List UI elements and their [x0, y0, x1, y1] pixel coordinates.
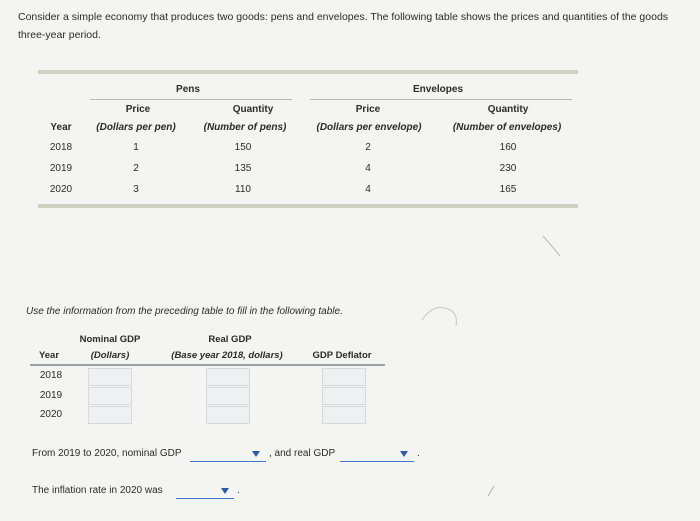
- group-envelopes-line: [310, 99, 572, 100]
- cell-pen-price: 1: [133, 142, 139, 153]
- table-bottom-rule: [38, 204, 578, 208]
- intro-text: [18, 8, 700, 44]
- intro-line-1: Consider a simple economy that produces two goods: pens and envelopes. The following table shows the prices and quantities of the goods: [18, 11, 669, 23]
- chevron-down-icon[interactable]: [221, 488, 229, 494]
- pencil-mark: [486, 484, 496, 498]
- instructions-text: Use the information from the preceding table to fill in the following table.: [26, 306, 343, 317]
- group-pens-line: [90, 99, 292, 100]
- pencil-mark: [540, 232, 564, 260]
- cell-year: 2018: [49, 142, 73, 153]
- cell-pen-price: 2: [133, 163, 139, 174]
- header-pen-price: Price: [125, 104, 151, 115]
- question-2-suffix: .: [237, 485, 240, 496]
- cell-envelope-quantity: 165: [499, 184, 517, 195]
- gdp-deflator-2020-input[interactable]: [322, 406, 366, 424]
- question-1-middle: , and real GDP: [269, 448, 336, 459]
- header-gdp-deflator: GDP Deflator: [312, 350, 372, 361]
- header-year: Year: [38, 350, 60, 361]
- gdp-deflator-2019-input[interactable]: [322, 387, 366, 405]
- cell-envelope-price: 2: [365, 142, 371, 153]
- pencil-mark: [420, 300, 460, 330]
- cell-year: 2018: [39, 370, 63, 381]
- header-real-gdp: Real GDP: [208, 334, 252, 345]
- nominal-gdp-2018-input[interactable]: [88, 368, 132, 386]
- header-nominal-gdp: Nominal GDP: [79, 334, 141, 345]
- real-gdp-2018-input[interactable]: [206, 368, 250, 386]
- cell-envelope-price: 4: [365, 184, 371, 195]
- cell-envelope-quantity: 230: [499, 163, 517, 174]
- header-pen-quantity-unit: (Number of pens): [203, 122, 287, 133]
- cell-envelope-price: 4: [365, 163, 371, 174]
- question-1-prefix: From 2019 to 2020, nominal GDP: [32, 448, 182, 459]
- header-pen-quantity: Quantity: [232, 104, 274, 115]
- header-envelope-quantity-unit: (Number of envelopes): [452, 122, 562, 133]
- question-2-prefix: The inflation rate in 2020 was: [32, 485, 163, 496]
- gdp-deflator-2018-input[interactable]: [322, 368, 366, 386]
- nominal-gdp-2019-input[interactable]: [88, 387, 132, 405]
- header-envelope-price-unit: (Dollars per envelope): [316, 122, 422, 133]
- intro-line-2: three-year period.: [18, 29, 101, 41]
- chevron-down-icon[interactable]: [400, 451, 408, 457]
- question-1-suffix: .: [417, 448, 420, 459]
- question-nominal-real-gdp: [32, 448, 182, 459]
- chevron-down-icon[interactable]: [252, 451, 260, 457]
- cell-pen-price: 3: [133, 184, 139, 195]
- group-envelopes: Envelopes: [412, 84, 464, 95]
- table-top-rule: [38, 70, 578, 74]
- cell-year: 2019: [39, 390, 63, 401]
- cell-pen-quantity: 135: [234, 163, 252, 174]
- real-gdp-2019-input[interactable]: [206, 387, 250, 405]
- real-gdp-2020-input[interactable]: [206, 406, 250, 424]
- cell-envelope-quantity: 160: [499, 142, 517, 153]
- header-nominal-gdp-unit: (Dollars): [90, 350, 130, 361]
- cell-pen-quantity: 110: [235, 184, 251, 195]
- cell-pen-quantity: 150: [234, 142, 252, 153]
- gdp-table-header-rule: [30, 364, 385, 366]
- header-envelope-quantity: Quantity: [487, 104, 529, 115]
- header-real-gdp-unit: (Base year 2018, dollars): [171, 350, 283, 361]
- cell-year: 2020: [39, 409, 63, 420]
- group-pens: Pens: [176, 84, 200, 95]
- question-inflation-rate: [32, 485, 163, 496]
- header-pen-price-unit: (Dollars per pen): [96, 122, 176, 133]
- nominal-gdp-2020-input[interactable]: [88, 406, 132, 424]
- header-year: Year: [50, 122, 72, 133]
- header-envelope-price: Price: [355, 104, 381, 115]
- cell-year: 2019: [49, 163, 73, 174]
- cell-year: 2020: [49, 184, 73, 195]
